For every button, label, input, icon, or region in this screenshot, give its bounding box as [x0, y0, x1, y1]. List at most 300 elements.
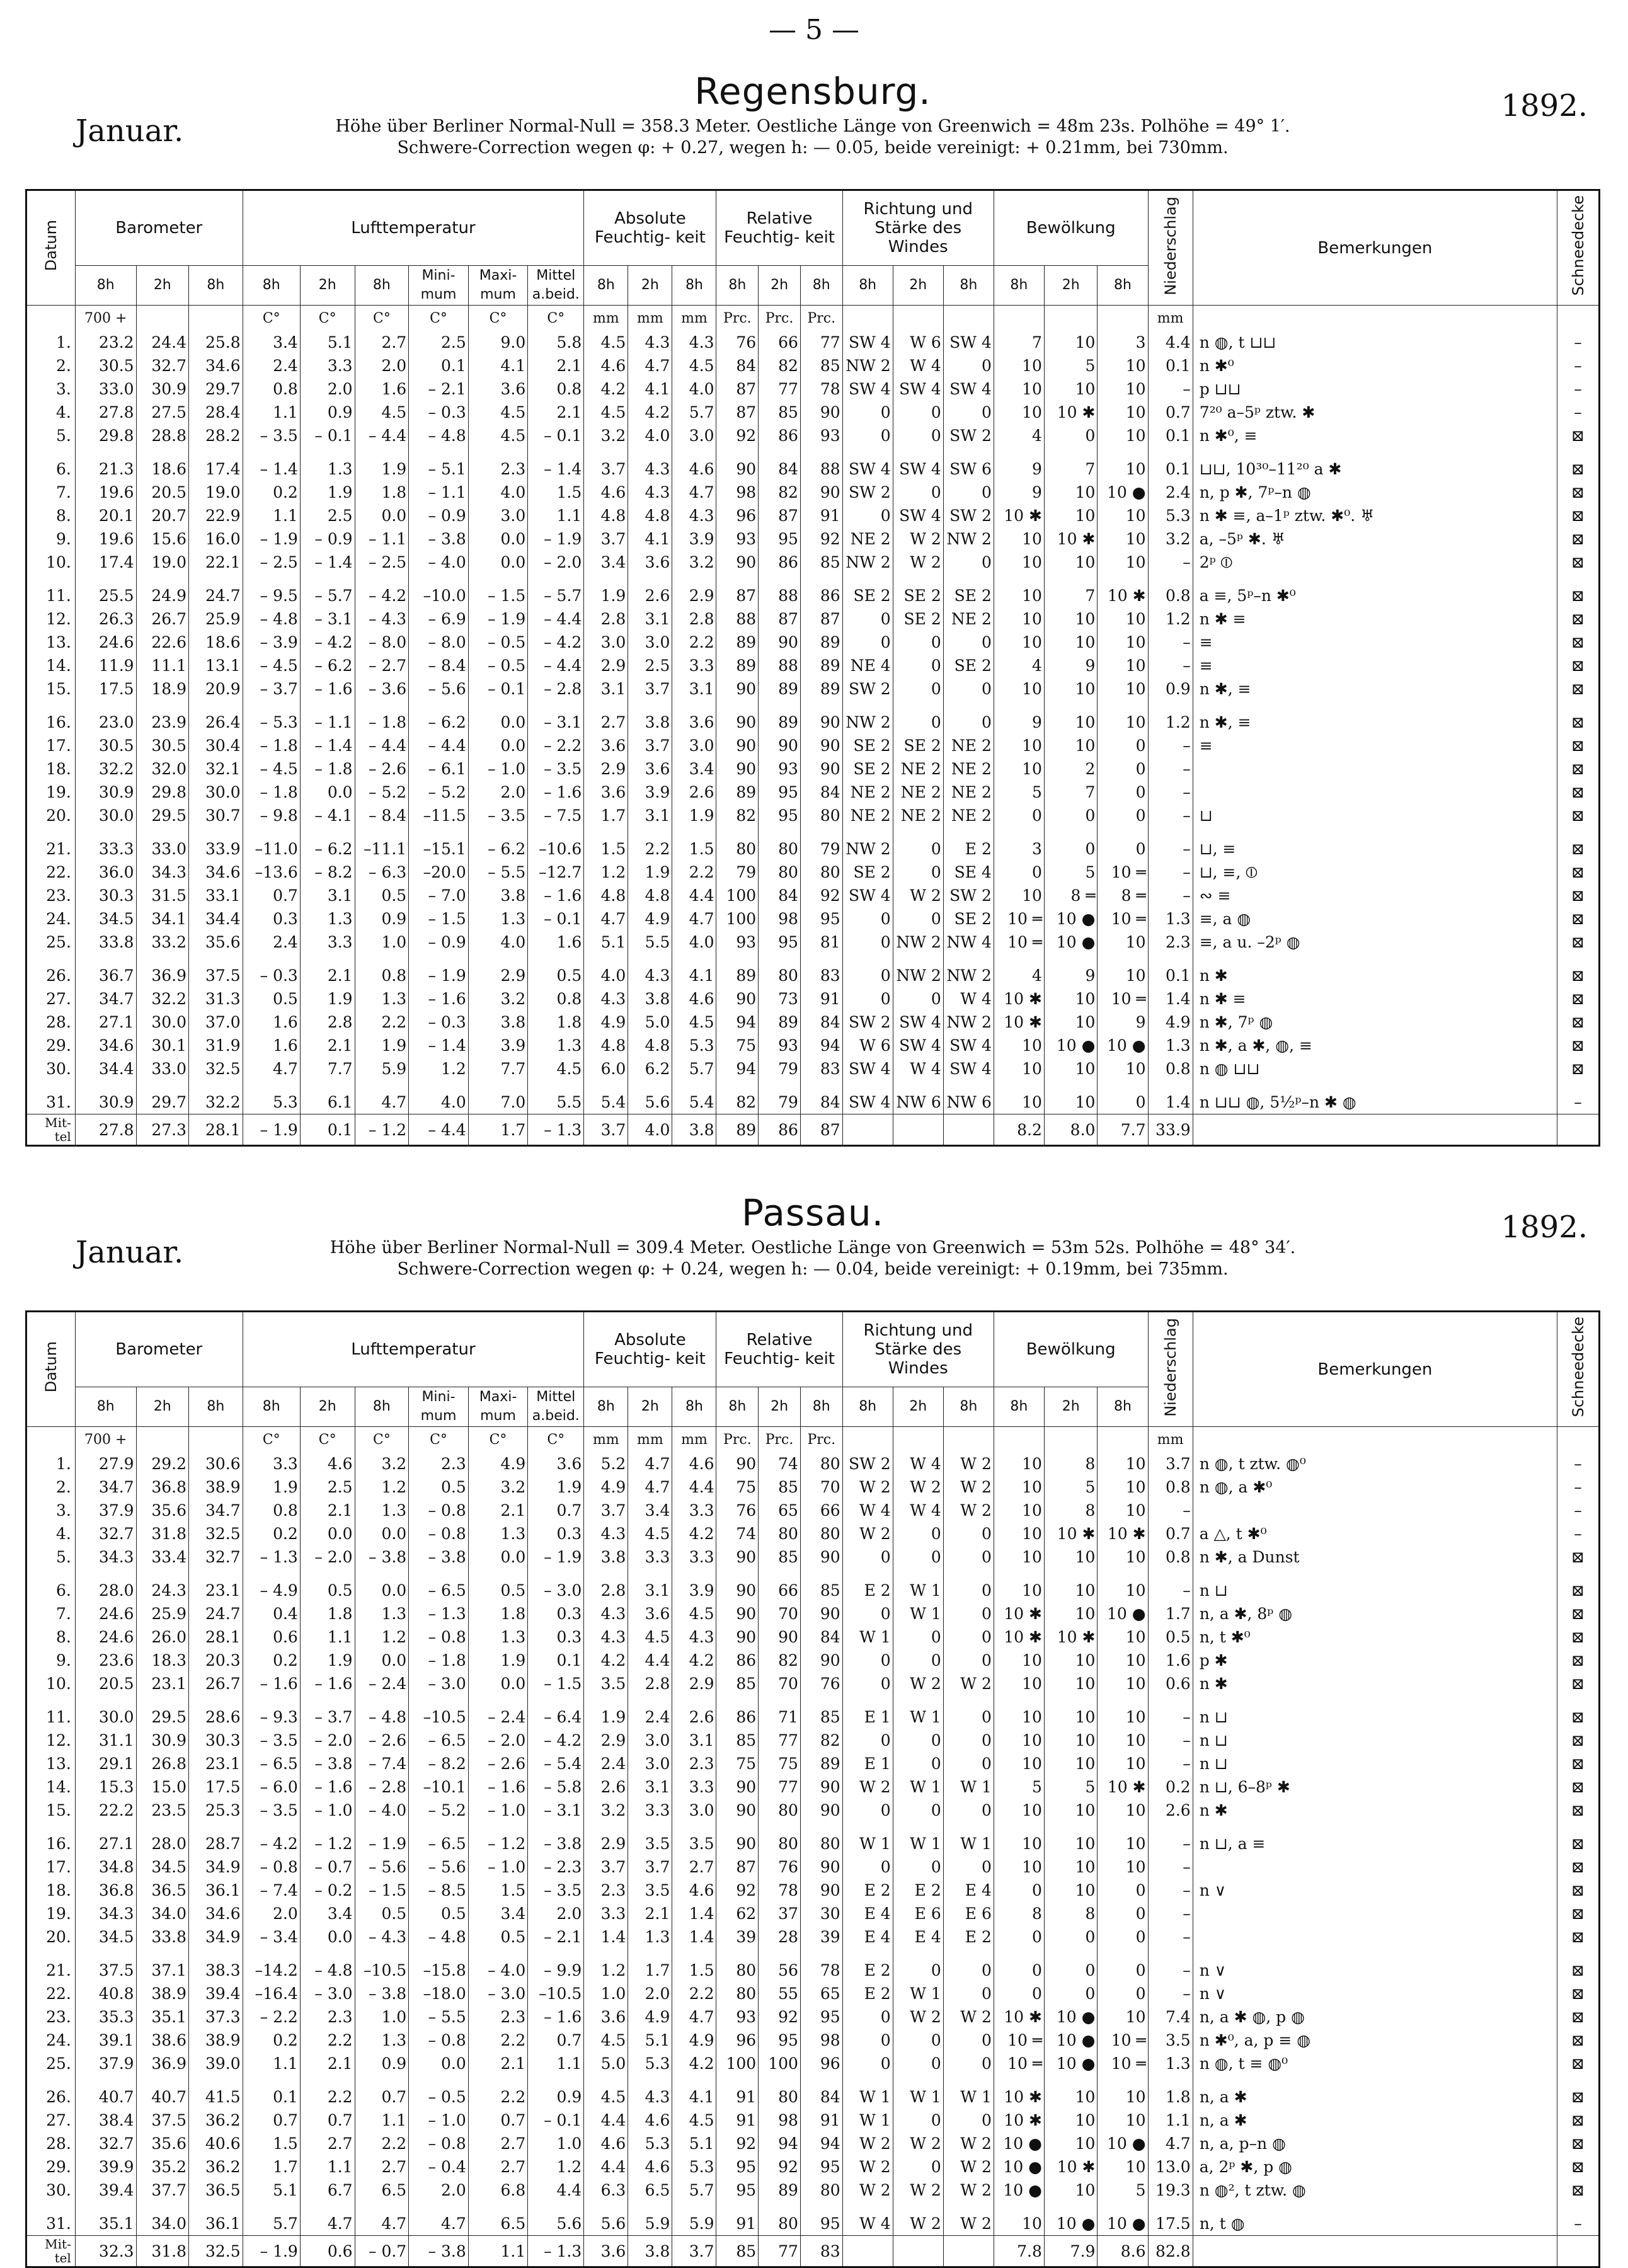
- data-cell: –: [1148, 1949, 1193, 1982]
- data-cell: 95: [800, 907, 842, 931]
- data-cell: 27.8: [75, 401, 136, 424]
- data-cell: 1.1: [528, 504, 584, 527]
- unit-cell: C°: [243, 306, 300, 331]
- table-row: [26, 861, 1600, 884]
- data-cell: 7.4: [1148, 2005, 1193, 2029]
- date-cell: 22.: [26, 1982, 76, 2005]
- data-cell: 4.3: [584, 1522, 628, 1545]
- data-cell: 5.1: [672, 2132, 716, 2155]
- data-cell: ⊠: [1557, 631, 1600, 654]
- data-cell: – 0.3: [409, 401, 469, 424]
- remarks-cell: [1193, 757, 1557, 781]
- data-cell: ⊠: [1557, 527, 1600, 551]
- data-cell: – 6.5: [243, 1752, 300, 1775]
- data-cell: 10: [994, 1799, 1044, 1822]
- unit-cell: [1098, 1427, 1148, 1453]
- data-cell: 4.0: [672, 931, 716, 954]
- data-cell: 1.9: [300, 481, 355, 504]
- data-cell: 10: [1044, 1649, 1098, 1672]
- data-cell: 0: [943, 1602, 994, 1625]
- data-cell: 3.2: [355, 1452, 409, 1475]
- data-cell: 3.9: [672, 527, 716, 551]
- remarks-cell: [1193, 781, 1557, 804]
- data-cell: 10: [994, 1729, 1044, 1752]
- data-cell: 98: [759, 907, 801, 931]
- data-cell: 4.8: [584, 1034, 628, 1057]
- data-cell: 38.4: [75, 2109, 136, 2132]
- data-cell: 5.1: [300, 331, 355, 354]
- data-cell: 4.3: [628, 331, 672, 354]
- data-cell: SW 4: [893, 504, 943, 527]
- data-cell: NE 2: [893, 781, 943, 804]
- data-cell: – 1.6: [528, 884, 584, 907]
- data-cell: W 4: [842, 2202, 893, 2236]
- data-cell: 10: [1098, 1695, 1148, 1729]
- data-cell: 30.3: [189, 1729, 243, 1752]
- data-cell: – 9.8: [243, 804, 300, 827]
- data-cell: NE 2: [943, 757, 994, 781]
- date-cell: 28.: [26, 1011, 76, 1034]
- data-cell: 0.8: [528, 377, 584, 401]
- data-cell: 15.0: [136, 1775, 188, 1799]
- data-cell: 2.2: [468, 2075, 528, 2109]
- data-cell: 10: [1098, 504, 1148, 527]
- data-cell: 0: [893, 424, 943, 447]
- data-cell: 0: [1044, 804, 1098, 827]
- remarks-cell: ∾ ≡: [1193, 884, 1557, 907]
- data-cell: 80: [759, 2075, 801, 2109]
- data-cell: 0: [1044, 827, 1098, 861]
- data-cell: 31.9: [189, 1034, 243, 1057]
- data-cell: 0: [943, 1569, 994, 1602]
- data-cell: 5.7: [672, 1057, 716, 1080]
- data-cell: 89: [800, 654, 842, 677]
- data-cell: 90: [716, 1799, 759, 1822]
- data-cell: 3.7: [584, 447, 628, 481]
- data-cell: – 4.2: [243, 1822, 300, 1855]
- data-cell: 4.1: [628, 527, 672, 551]
- data-cell: 10: [1044, 2109, 1098, 2132]
- data-cell: 0.5: [355, 884, 409, 907]
- data-cell: 65: [759, 1499, 801, 1522]
- data-cell: 84: [800, 1011, 842, 1034]
- data-cell: 82: [759, 481, 801, 504]
- remarks-cell: a ≡, 5ᵖ–n ✱⁰: [1193, 574, 1557, 607]
- data-cell: 2.9: [584, 757, 628, 781]
- date-cell: 20.: [26, 804, 76, 827]
- data-cell: –: [1557, 1452, 1600, 1475]
- data-cell: 30.5: [136, 734, 188, 757]
- data-cell: ⊠: [1557, 1649, 1600, 1672]
- data-cell: NE 2: [943, 781, 994, 804]
- data-cell: 23.0: [75, 701, 136, 734]
- data-cell: 10: [994, 1752, 1044, 1775]
- data-cell: 10 ●: [1044, 2052, 1098, 2075]
- table-row: [26, 551, 1600, 574]
- data-cell: 0.8: [1148, 1545, 1193, 1569]
- remarks-cell: n, a ✱: [1193, 2109, 1557, 2132]
- data-cell: 29.8: [75, 424, 136, 447]
- date-cell: 15.: [26, 677, 76, 701]
- month-label: Januar.: [76, 113, 184, 149]
- data-cell: 6.8: [468, 2179, 528, 2202]
- data-cell: 80: [759, 1522, 801, 1545]
- data-cell: 35.2: [136, 2155, 188, 2179]
- data-cell: 0: [893, 481, 943, 504]
- data-cell: – 3.8: [409, 1545, 469, 1569]
- data-cell: 2.2: [300, 2075, 355, 2109]
- data-cell: W 2: [842, 1522, 893, 1545]
- mean-cell: 7.7: [1098, 1114, 1148, 1146]
- data-cell: ⊠: [1557, 757, 1600, 781]
- data-cell: 2.2: [672, 861, 716, 884]
- data-cell: 0.0: [409, 2052, 469, 2075]
- data-cell: 1.8: [528, 1011, 584, 1034]
- data-cell: 2: [1044, 757, 1098, 781]
- data-cell: 90: [759, 631, 801, 654]
- data-cell: 10: [1098, 401, 1148, 424]
- data-cell: – 1.8: [243, 734, 300, 757]
- header-lufttemperatur: Lufttemperatur: [243, 1312, 584, 1387]
- data-cell: 0: [943, 1522, 994, 1545]
- header-hour: 2h: [759, 266, 801, 306]
- data-cell: ⊠: [1557, 654, 1600, 677]
- data-cell: 3.1: [672, 1729, 716, 1752]
- data-cell: 0: [842, 931, 893, 954]
- data-cell: 5.2: [584, 1452, 628, 1475]
- remarks-cell: ≡, a u. –2ᵖ ◍: [1193, 931, 1557, 954]
- data-cell: 30.9: [136, 1729, 188, 1752]
- data-cell: 10: [1044, 1569, 1098, 1602]
- data-cell: 4.0: [468, 931, 528, 954]
- data-cell: 1.3: [355, 1602, 409, 1625]
- data-cell: 24.6: [75, 1625, 136, 1649]
- data-cell: SE 2: [842, 574, 893, 607]
- data-cell: – 7.5: [528, 804, 584, 827]
- data-cell: 5.1: [628, 2029, 672, 2052]
- data-cell: 32.7: [75, 1522, 136, 1545]
- data-cell: ⊠: [1557, 1949, 1600, 1982]
- data-cell: 10 ✱: [1098, 1775, 1148, 1799]
- mean-cell: [893, 2236, 943, 2267]
- mean-cell: [1193, 1114, 1557, 1146]
- data-cell: 3.6: [584, 781, 628, 804]
- data-cell: 0: [994, 804, 1044, 827]
- data-cell: 3.0: [672, 424, 716, 447]
- data-cell: 2.3: [468, 447, 528, 481]
- data-cell: 17.4: [189, 447, 243, 481]
- table-row: [26, 1855, 1600, 1879]
- data-cell: 3.7: [584, 1855, 628, 1879]
- data-cell: 80: [716, 1949, 759, 1982]
- data-cell: 33.0: [136, 1057, 188, 1080]
- data-cell: – 4.4: [355, 424, 409, 447]
- header-barometer: Barometer: [75, 1312, 243, 1387]
- data-cell: – 3.0: [468, 1982, 528, 2005]
- data-cell: 2.1: [300, 1034, 355, 1057]
- data-cell: 4.7: [584, 907, 628, 931]
- data-cell: 1.1: [355, 2109, 409, 2132]
- data-cell: – 3.5: [243, 1799, 300, 1822]
- remarks-cell: ≡: [1193, 734, 1557, 757]
- data-cell: 91: [800, 2109, 842, 2132]
- data-cell: 80: [759, 861, 801, 884]
- data-cell: ⊠: [1557, 1057, 1600, 1080]
- unit-cell: C°: [468, 1427, 528, 1453]
- data-cell: 10 ✱: [994, 1625, 1044, 1649]
- data-cell: 4.9: [672, 2029, 716, 2052]
- data-cell: 34.5: [136, 1855, 188, 1879]
- data-cell: – 3.8: [300, 1752, 355, 1775]
- data-cell: 10: [1044, 1545, 1098, 1569]
- data-cell: – 3.4: [243, 1925, 300, 1949]
- data-cell: 0.7: [528, 2029, 584, 2052]
- date-cell: 16.: [26, 1822, 76, 1855]
- data-cell: 95: [716, 2179, 759, 2202]
- data-cell: 2.6: [672, 781, 716, 804]
- remarks-cell: n ✱: [1193, 1799, 1557, 1822]
- station-info-line2: Schwere-Correction wegen φ: + 0.27, wegen h: — 0.05, beide vereinigt: + 0.21mm, bei 730mm.: [397, 138, 1229, 158]
- data-cell: 3.4: [468, 1902, 528, 1925]
- data-cell: 4.7: [409, 2202, 469, 2236]
- data-cell: 10 ═: [1098, 2052, 1148, 2075]
- data-cell: 4.3: [584, 1625, 628, 1649]
- data-cell: 5.3: [243, 1080, 300, 1114]
- table-row: [26, 1499, 1600, 1522]
- data-cell: 4.8: [628, 884, 672, 907]
- data-cell: 0: [842, 401, 893, 424]
- data-cell: 82: [716, 804, 759, 827]
- data-cell: 33.3: [75, 827, 136, 861]
- data-cell: SE 2: [943, 574, 994, 607]
- remarks-cell: n ✱⁰: [1193, 354, 1557, 377]
- data-cell: – 7.4: [243, 1879, 300, 1902]
- data-cell: 1.9: [300, 1649, 355, 1672]
- data-cell: 1.7: [628, 1949, 672, 1982]
- data-cell: –: [1557, 1475, 1600, 1499]
- data-cell: 1.9: [355, 447, 409, 481]
- data-cell: 79: [759, 1080, 801, 1114]
- data-cell: 91: [716, 2075, 759, 2109]
- data-cell: 1.9: [628, 861, 672, 884]
- data-cell: 39: [716, 1925, 759, 1949]
- data-cell: – 6.1: [409, 757, 469, 781]
- data-cell: 84: [759, 884, 801, 907]
- table-row: [26, 574, 1600, 607]
- data-cell: –11.0: [243, 827, 300, 861]
- data-cell: SW 4: [842, 447, 893, 481]
- data-cell: ⊠: [1557, 2005, 1600, 2029]
- data-cell: W 1: [842, 1822, 893, 1855]
- data-cell: 0: [943, 1625, 994, 1649]
- data-cell: NE 2: [943, 734, 994, 757]
- data-cell: – 2.6: [355, 757, 409, 781]
- data-cell: 2.2: [355, 1011, 409, 1034]
- data-cell: – 6.2: [300, 827, 355, 861]
- data-cell: 20.7: [136, 504, 188, 527]
- mean-cell: 3.8: [672, 1114, 716, 1146]
- data-cell: – 0.1: [528, 424, 584, 447]
- data-cell: 4.3: [672, 504, 716, 527]
- data-cell: – 3.0: [300, 1982, 355, 2005]
- data-cell: 10: [994, 1672, 1044, 1695]
- remarks-cell: n ✱ ≡: [1193, 987, 1557, 1011]
- data-cell: 10: [994, 1649, 1044, 1672]
- data-cell: 3.7: [584, 527, 628, 551]
- data-cell: 33.2: [136, 931, 188, 954]
- data-cell: 4.3: [672, 331, 716, 354]
- table-row: [26, 1879, 1600, 1902]
- data-cell: W 6: [893, 331, 943, 354]
- data-cell: 5.4: [584, 1080, 628, 1114]
- table-row: [26, 1602, 1600, 1625]
- data-cell: 2.2: [628, 827, 672, 861]
- data-cell: 31.5: [136, 884, 188, 907]
- data-cell: 66: [759, 1569, 801, 1602]
- data-cell: E 2: [893, 1879, 943, 1902]
- unit-cell: [26, 1427, 76, 1453]
- data-cell: 1.3: [528, 1034, 584, 1057]
- data-cell: 92: [716, 424, 759, 447]
- data-cell: SE 2: [893, 574, 943, 607]
- data-cell: 90: [716, 677, 759, 701]
- weather-table: [25, 1310, 1600, 2268]
- data-cell: 5.9: [672, 2202, 716, 2236]
- data-cell: 3.0: [672, 1799, 716, 1822]
- data-cell: – 2.4: [355, 1672, 409, 1695]
- data-cell: 93: [716, 2005, 759, 2029]
- data-cell: 21.3: [75, 447, 136, 481]
- remarks-cell: n ⊔: [1193, 1752, 1557, 1775]
- date-cell: 4.: [26, 401, 76, 424]
- data-cell: 1.4: [1148, 1080, 1193, 1114]
- data-cell: 6.5: [355, 2179, 409, 2202]
- table-row: [26, 331, 1600, 354]
- data-cell: 87: [716, 574, 759, 607]
- header-bemerkungen: Bemerkungen: [1193, 1312, 1557, 1427]
- data-cell: 10 ✱: [994, 1011, 1044, 1034]
- data-cell: 2.8: [672, 607, 716, 631]
- data-cell: 1.2: [355, 1625, 409, 1649]
- data-cell: 90: [716, 1545, 759, 1569]
- data-cell: 2.8: [628, 1672, 672, 1695]
- data-cell: 2.0: [355, 354, 409, 377]
- data-cell: ⊠: [1557, 931, 1600, 954]
- data-cell: 8 ═: [1098, 884, 1148, 907]
- table-row: [26, 504, 1600, 527]
- data-cell: – 0.1: [528, 2109, 584, 2132]
- data-cell: 4.1: [672, 954, 716, 987]
- data-cell: E 1: [842, 1752, 893, 1775]
- data-cell: 90: [800, 1649, 842, 1672]
- data-cell: SE 2: [943, 907, 994, 931]
- data-cell: 91: [800, 987, 842, 1011]
- date-cell: 4.: [26, 1522, 76, 1545]
- data-cell: 1.7: [1148, 1602, 1193, 1625]
- date-cell: 27.: [26, 2109, 76, 2132]
- data-cell: 91: [800, 504, 842, 527]
- data-cell: – 9.3: [243, 1695, 300, 1729]
- table-row: [26, 907, 1600, 931]
- date-cell: 12.: [26, 1729, 76, 1752]
- data-cell: W 1: [893, 1822, 943, 1855]
- data-cell: 66: [800, 1499, 842, 1522]
- date-cell: 12.: [26, 607, 76, 631]
- data-cell: 4.7: [672, 481, 716, 504]
- data-cell: 0.5: [355, 1902, 409, 1925]
- data-cell: 10 ✱: [994, 987, 1044, 1011]
- data-cell: W 1: [842, 2075, 893, 2109]
- unit-cell: C°: [243, 1427, 300, 1453]
- data-cell: 10: [994, 1569, 1044, 1602]
- remarks-cell: a, 2ᵖ ✱, p ◍: [1193, 2155, 1557, 2179]
- data-cell: W 4: [943, 987, 994, 1011]
- data-cell: 84: [800, 1080, 842, 1114]
- data-cell: 3.4: [672, 757, 716, 781]
- date-cell: 13.: [26, 1752, 76, 1775]
- data-cell: 1.3: [300, 447, 355, 481]
- data-cell: 36.2: [189, 2155, 243, 2179]
- data-cell: 3.9: [468, 1034, 528, 1057]
- data-cell: –: [1148, 734, 1193, 757]
- data-cell: 10: [994, 677, 1044, 701]
- data-cell: 0: [893, 907, 943, 931]
- unit-cell: [994, 1427, 1044, 1453]
- unit-cell: Prc.: [716, 306, 759, 331]
- unit-cell: 700 +: [75, 306, 136, 331]
- data-cell: – 0.9: [409, 504, 469, 527]
- data-cell: 0.2: [243, 481, 300, 504]
- table-row: [26, 1982, 1600, 2005]
- data-cell: 30.9: [75, 1080, 136, 1114]
- data-cell: 0: [893, 701, 943, 734]
- data-cell: 13.1: [189, 654, 243, 677]
- data-cell: 0.1: [1148, 354, 1193, 377]
- data-cell: –11.1: [355, 827, 409, 861]
- data-cell: 1.3: [355, 2029, 409, 2052]
- remarks-cell: n ✱⁰, a, p ≡ ◍: [1193, 2029, 1557, 2052]
- data-cell: 10: [1044, 1057, 1098, 1080]
- header-hour: 8h: [189, 266, 243, 306]
- mean-cell: 82.8: [1148, 2236, 1193, 2267]
- data-cell: 0.1: [1148, 447, 1193, 481]
- data-cell: 80: [759, 1822, 801, 1855]
- data-cell: 4.0: [409, 1080, 469, 1114]
- header-mittel: Mittel a.beid.: [528, 1387, 584, 1427]
- header-minimum: Mini-mum: [409, 1387, 469, 1427]
- data-cell: 90: [716, 1452, 759, 1475]
- data-cell: 10: [1098, 1625, 1148, 1649]
- data-cell: 9: [994, 701, 1044, 734]
- unit-cell: mm: [584, 306, 628, 331]
- data-cell: ⊠: [1557, 1925, 1600, 1949]
- data-cell: –: [1557, 401, 1600, 424]
- data-cell: ⊠: [1557, 1011, 1600, 1034]
- data-cell: 10 ✱: [1044, 527, 1098, 551]
- data-cell: 2.4: [628, 1695, 672, 1729]
- unit-cell: mm: [1148, 306, 1193, 331]
- remarks-cell: n ✱: [1193, 1672, 1557, 1695]
- data-cell: 10: [994, 574, 1044, 607]
- mean-cell: 31.8: [136, 2236, 188, 2267]
- data-cell: –10.1: [409, 1775, 469, 1799]
- data-cell: 0.0: [355, 1569, 409, 1602]
- data-cell: – 9.5: [243, 574, 300, 607]
- data-cell: 3.3: [628, 1545, 672, 1569]
- data-cell: 10: [1044, 1799, 1098, 1822]
- data-cell: 19.0: [136, 551, 188, 574]
- data-cell: SE 2: [893, 734, 943, 757]
